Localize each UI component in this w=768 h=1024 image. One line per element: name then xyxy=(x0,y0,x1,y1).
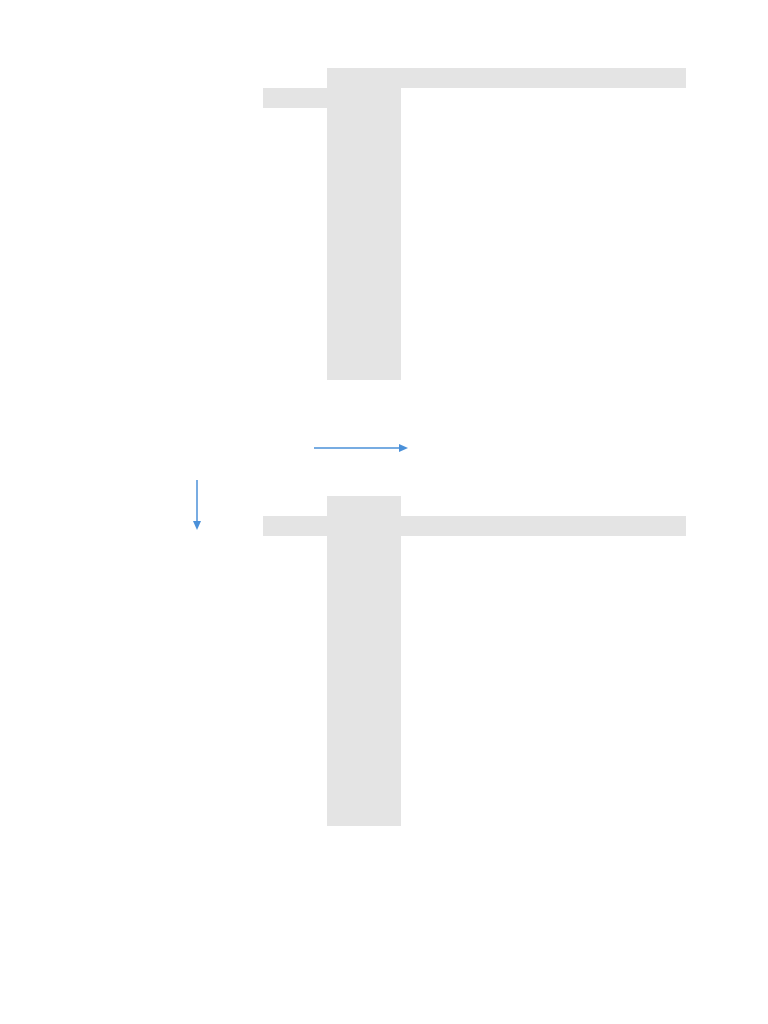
right-arrow-icon xyxy=(314,444,408,452)
movie-header-band xyxy=(327,496,401,516)
down-arrow-icon xyxy=(193,480,201,530)
user-column-band xyxy=(327,536,401,826)
movies-header-band xyxy=(263,516,686,536)
